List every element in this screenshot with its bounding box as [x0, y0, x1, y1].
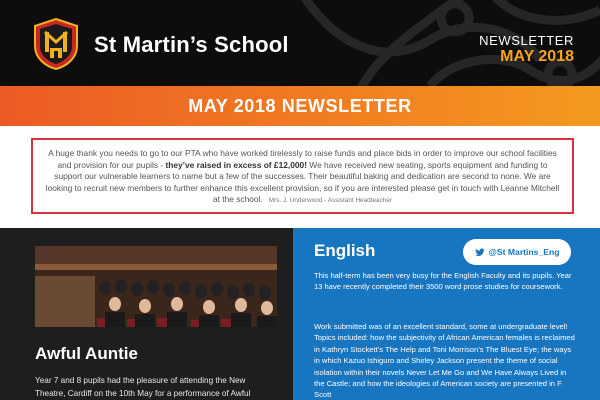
article-intro: Year 7 and 8 pupils had the pleasure of attending the New Theatre, Cardiff on the 10th May for a performance of Awful — [35, 376, 251, 398]
article-title: Awful Auntie — [35, 344, 138, 363]
banner-title: MAY 2018 NEWSLETTER — [188, 95, 412, 116]
theatre-audience-image — [35, 246, 277, 327]
issue-date: MAY 2018 — [500, 48, 574, 65]
school-crest-icon — [31, 18, 81, 70]
awful-auntie-article — [0, 228, 293, 400]
newsletter-banner — [0, 86, 600, 126]
english-paragraph-2: Work submitted was of an excellent standard, some at undergraduate level! Topics included: how the subjectivity of African American females is reclaimed in Kathryn Stockett’s The Help and Toni Morrison’s The Bluest Eye; the ways in which Kazuo Ishiguro and Shirley Jackson present the theme of social isolation within their novels Never Let Me Go and We Have Always Lived in the Castle; and how the ideologies of American society are presented in F Scott — [314, 322, 575, 400]
section-title-english: English — [314, 241, 376, 260]
school-name: St Martin’s School — [94, 32, 289, 57]
twitter-follow-button[interactable] — [463, 239, 571, 265]
thanks-text-intro: A huge thank you needs to go to our PTA who have worked tirelessly to raise funds and place bids in order to improve our school facilities and provision for our pupils - — [48, 148, 557, 170]
theatre-audience-photo — [35, 246, 277, 327]
pta-thanks-box — [31, 138, 574, 214]
thanks-signature: Mrs. J. Underwood - Assistant Headteacher — [268, 197, 393, 205]
english-section — [293, 228, 600, 400]
newsletter-header — [0, 0, 600, 86]
thanks-text-highlight: they’ve raised in excess of £12,000! — [165, 159, 307, 170]
twitter-bird-icon — [475, 248, 485, 257]
thanks-text-body: We have received new seating, sports equipment and funding to support our vulnerable learners to name but a few of the successes. Their beautiful baking and dedication are second to none. We are looking to recruit new members to further enhance this excellent provision, so if you are interested please get in touch with Leanne Mitchell at the school. — [45, 159, 560, 205]
english-paragraph-1: This half-term has been very busy for the English Faculty and its pupils. Year 13 have recently completed their 3500 word prose studies for coursework. — [314, 271, 572, 292]
twitter-handle: @St Martins_Eng — [488, 247, 560, 257]
issue-label: NEWSLETTER — [479, 33, 574, 48]
